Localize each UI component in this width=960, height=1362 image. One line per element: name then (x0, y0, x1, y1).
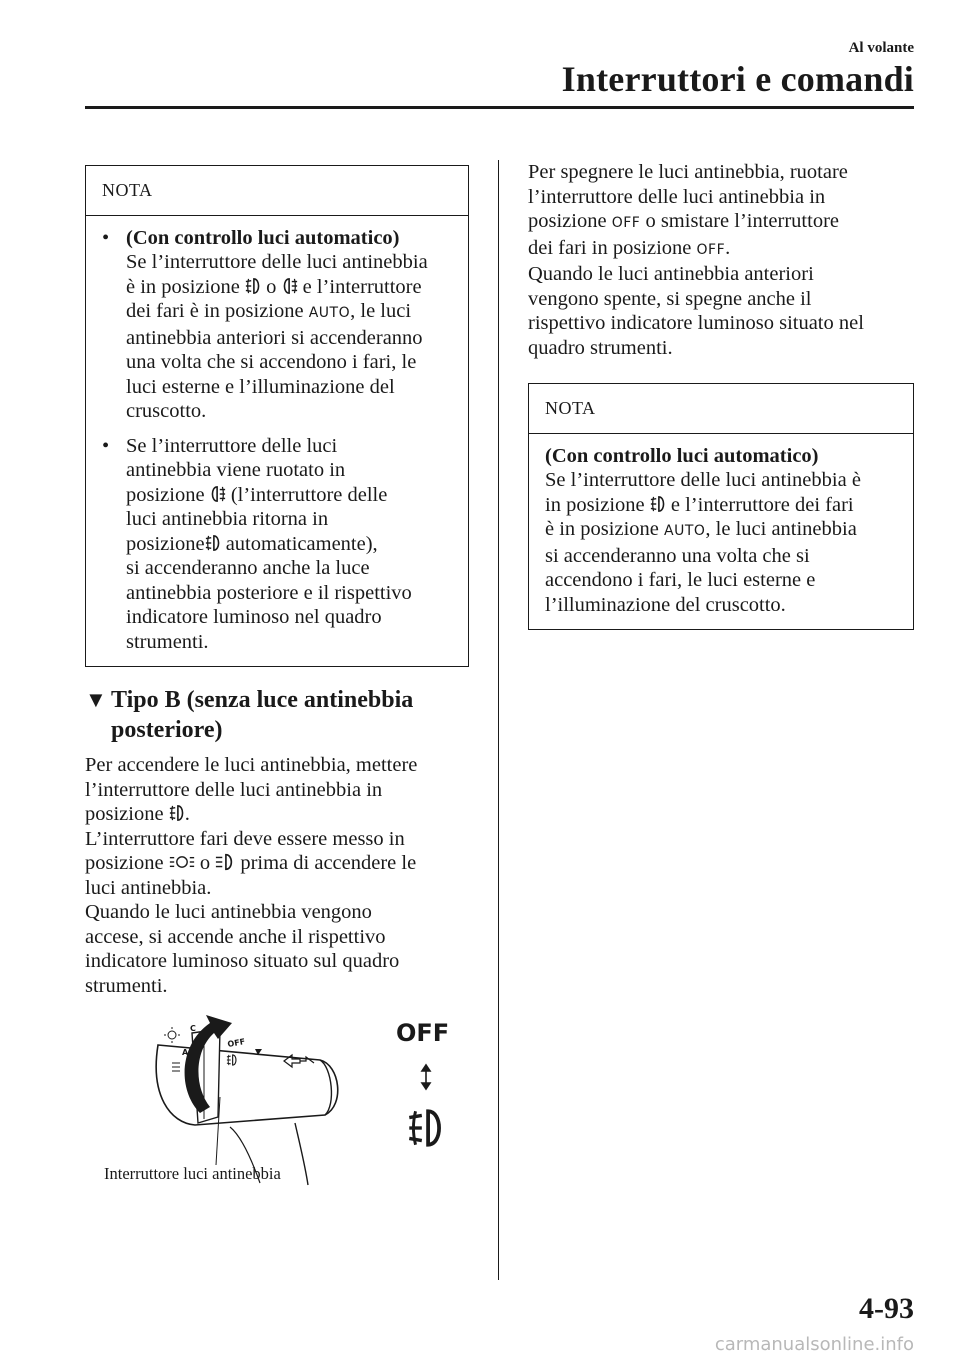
text-line: luci esterne e l’illuminazione del (126, 375, 395, 398)
parking-light-icon (169, 852, 195, 872)
note-heading: NOTA (86, 166, 468, 216)
front-fog-icon (245, 276, 261, 296)
note-item (102, 226, 452, 424)
note-item-heading: (Con controllo luci automatico) (126, 226, 400, 249)
text-line: Per spegnere le luci antinebbia, ruotare (528, 161, 848, 183)
text-line: una volta che si accendono i fari, le (126, 351, 417, 373)
lever-stalk (156, 1045, 338, 1125)
text-line: accendono i fari, le luci esterne e (545, 569, 816, 591)
text-line: Quando le luci antinebbia anteriori (528, 263, 814, 285)
watermark: carmanualsonline.info (714, 1334, 914, 1355)
front-fog-icon (650, 494, 666, 514)
bullet-icon: • (102, 226, 110, 249)
text-line: Se l’interruttore delle luci antinebbia (126, 251, 428, 273)
header-section-label: Al volante (848, 40, 914, 56)
text-line: indicatore luminoso nel quadro (126, 606, 382, 628)
off-symbol: OFF (611, 215, 641, 231)
hand-outline (295, 1123, 308, 1185)
text-line: l’illuminazione del cruscotto. (545, 593, 786, 616)
fog-switch-illustration (100, 1005, 470, 1190)
text-line: posizione automaticamente), (126, 532, 378, 555)
large-front-fog-icon (409, 1111, 439, 1144)
text-line: indicatore luminoso situato sul quadro (85, 950, 400, 972)
svg-text:A: A (182, 1048, 189, 1057)
column-divider (498, 160, 499, 1280)
section-heading: ▼ Tipo B (senza luce antinebbia posteriore) (85, 687, 414, 743)
note-heading: NOTA (529, 384, 913, 434)
svg-text:OFF: OFF (226, 1037, 246, 1049)
rear-fog-icon (210, 484, 226, 504)
text-line: antinebbia viene ruotato in (126, 459, 346, 481)
text-line: è in posizione AUTO, le luci antinebbia (545, 518, 857, 540)
left-column (85, 165, 469, 998)
note-item-heading: (Con controllo luci automatico) (545, 444, 819, 467)
text-line: strumenti. (85, 974, 168, 997)
auto-symbol: AUTO (664, 523, 706, 539)
note-item-text (126, 226, 428, 424)
note-box-right (528, 383, 914, 630)
front-fog-icon (205, 533, 221, 553)
headlight-icon (215, 852, 235, 872)
text-line: vengono spente, si spegne anche il (528, 287, 812, 310)
note-body (529, 434, 913, 630)
text-line: posizione o prima di accendere le (85, 852, 417, 874)
text-line: antinebbia posteriore e il rispettivo (126, 581, 412, 604)
text-line: quadro strumenti. (528, 336, 673, 359)
text-line: si accenderanno una volta che si (545, 544, 810, 567)
text-line: strumenti. (126, 630, 209, 653)
text-line: posizione (l’interruttore delle (126, 483, 388, 506)
text-line: è in posizione o e l’interruttore (126, 275, 422, 298)
off-label: OFF (396, 1019, 450, 1047)
rear-fog-icon (282, 276, 298, 296)
bullet-icon: • (102, 434, 110, 457)
text-line: Per accendere le luci antinebbia, mettere (85, 754, 418, 776)
text-line: L’interruttore fari deve essere messo in (85, 827, 405, 850)
text-line: Quando le luci antinebbia vengono (85, 901, 372, 923)
text-line: Se l’interruttore delle luci antinebbia è (545, 469, 861, 491)
page-title: Interruttori e comandi (561, 59, 914, 99)
text-line: l’interruttore delle luci antinebbia in (528, 185, 826, 208)
text-line: l’interruttore delle luci antinebbia in (85, 778, 383, 801)
auto-symbol: AUTO (308, 305, 351, 321)
text-line: si accenderanno anche la luce (126, 557, 370, 579)
note-box-left (85, 165, 469, 667)
page-number: 4-93 (859, 1292, 914, 1325)
body-paragraph (528, 160, 914, 360)
text-line: luci antinebbia ritorna in (126, 508, 329, 530)
text-line: rispettivo indicatore luminoso situato nel (528, 312, 864, 334)
triangle-marker-icon: ▼ (85, 687, 107, 712)
text-line: in posizione e l’interruttore dei fari (545, 493, 854, 516)
switch-direction-arrow-icon (422, 1065, 430, 1089)
note-item (102, 434, 452, 655)
text-line: dei fari è in posizione AUTO, le luci (126, 300, 412, 322)
text-line: posizione . (85, 803, 190, 825)
right-column (528, 160, 914, 630)
text-line: dei fari in posizione OFF. (528, 236, 731, 259)
text-line: antinebbia anteriori si accenderanno (126, 326, 423, 349)
text-line: posizione OFF o smistare l’interruttore (528, 210, 840, 232)
off-symbol: OFF (696, 241, 726, 258)
header-divider (85, 106, 914, 109)
body-paragraph (85, 753, 469, 998)
note-body (86, 216, 468, 667)
figure-caption: Interruttore luci antinebbia (104, 1164, 281, 1183)
text-line: luci antinebbia. (85, 876, 212, 899)
svg-text:C: C (190, 1024, 196, 1033)
text-line: cruscotto. (126, 400, 207, 422)
text-line: accese, si accende anche il rispettivo (85, 925, 386, 948)
note-item-text (126, 434, 412, 655)
front-fog-icon (169, 803, 185, 823)
text-line: Se l’interruttore delle luci (126, 434, 338, 457)
